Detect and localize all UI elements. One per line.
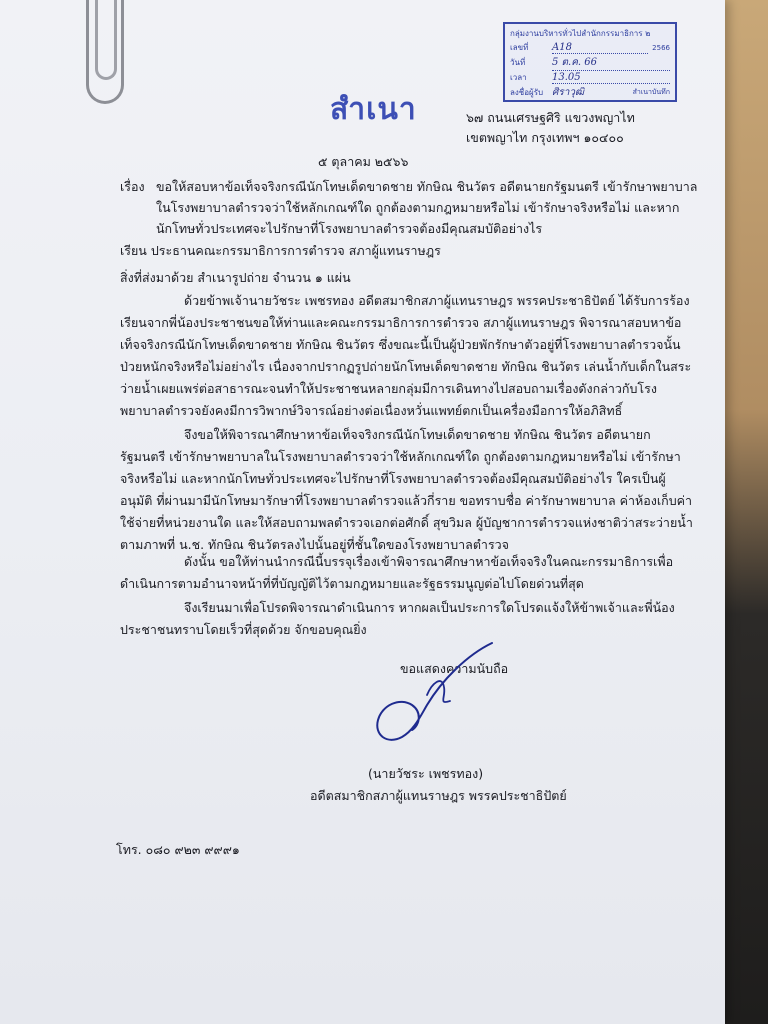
stamp-label: เวลา <box>510 73 527 82</box>
stamp-label: เลขที่ <box>510 43 529 52</box>
closing-phrase: ขอแสดงความนับถือ <box>400 661 509 676</box>
stamp-extra: สำเนาบันทึก <box>632 88 670 96</box>
receipt-stamp <box>503 22 677 102</box>
subject-text: ขอให้สอบหาข้อเท็จจริงกรณีนักโทษเด็ดขาดชาย ทักษิณ ชินวัตร อดีตนายกรัฐมนตรี เข้ารักษาพยาบาลในโรงพยาบาลตำรวจว่าใช้หลักเกณฑ์ใด ถูกต้องตามกฎหมายหรือไม่ เข้ารักษาจริงหรือไม่ และหากนักโทษทั่วประเทศจะไปรักษาที่โรงพยาบาลตำรวจต้องมีคุณสมบัติอย่างไร <box>156 179 698 236</box>
copy-stamp: สำเนา <box>330 92 417 127</box>
letter-date: ๕ ตุลาคม ๒๕๖๖ <box>318 154 409 169</box>
stamp-row <box>510 70 670 85</box>
body-paragraph: จึงขอให้พิจารณาศึกษาหาข้อเท็จจริงกรณีนักโทษเด็ดขาดชาย ทักษิณ ชินวัตร อดีตนายกรัฐมนตรี เข้ารักษาพยาบาลในโรงพยาบาลตำรวจว่าใช้หลักเกณฑ์ใด ถูกต้องตามกฎหมายหรือไม่ เข้ารักษาจริงหรือไม่ และหากนักโทษทั่วประเทศจะไปรักษาที่โรงพยาบาลตำรวจต้องมีคุณสมบัติอย่างไร ใครเป็นผู้อนุมัติ ที่ผ่านมามีนักโทษมารักษาที่โรงพยาบาลตำรวจแล้วกี่ราย ขอทราบชื่อ ค่ารักษาพยาบาล ค่าห้องเก็บค่าใช้จ่ายที่หน่วยงานใด และให้สอบถามพลตำรวจเอกต่อศักดิ์ สุขวิมล ผู้บัญชาการตำรวจแห่งชาติว่าสระว่ายน้ำตามภาพที่ น.ช. ทักษิณ ชินวัตรลงไปนั้นอยู่ที่ชั้นใดของโรงพยาบาลตำรวจ <box>120 427 693 552</box>
signature-image <box>372 635 502 745</box>
body-paragraph: จึงเรียนมาเพื่อโปรดพิจารณาดำเนินการ หากผลเป็นประการใดโปรดแจ้งให้ข้าพเจ้าและพี่น้องประชาชนทราบโดยเร็วที่สุดด้วย จักขอบคุณยิ่ง <box>120 600 675 637</box>
recipient-line: เรียน ประธานคณะกรรมาธิการการตำรวจ สภาผู้แทนราษฎร <box>120 243 441 258</box>
phone-number: โทร. ๐๘๐ ๙๒๓ ๙๙๙๑ <box>116 842 240 857</box>
paper-clip-inner-icon <box>95 0 117 80</box>
subject-block <box>120 176 700 239</box>
stamp-label: วันที่ <box>510 58 526 67</box>
address-line: ๖๗ ถนนเศรษฐศิริ แขวงพญาไท <box>466 110 635 125</box>
stamp-value: ศิราวุฒิ <box>552 85 629 101</box>
stamp-value: 5 ต.ค. 66 <box>552 55 670 71</box>
stamp-extra: 2566 <box>652 43 670 52</box>
sender-address <box>466 108 635 148</box>
address-line: เขตพญาไท กรุงเทพฯ ๑๐๔๐๐ <box>466 130 624 145</box>
stamp-row <box>510 85 670 100</box>
stamp-value: A18 <box>552 42 648 54</box>
stamp-label: ลงชื่อผู้รับ <box>510 88 544 97</box>
body-paragraph: ดังนั้น ขอให้ท่านนำกรณีนี้บรรจุเรื่องเข้าพิจารณาศึกษาหาข้อเท็จจริงในคณะกรรมาธิการเพื่อดำเนินการตามอำนาจหน้าที่ที่บัญญัติไว้ตามกฎหมายและรัฐธรรมนูญต่อไปโดยด่วนที่สุด <box>120 554 674 591</box>
enclosure-line: สิ่งที่ส่งมาด้วย สำเนารูปถ่าย จำนวน ๑ แผ่น <box>120 270 351 285</box>
stamp-row <box>510 40 670 55</box>
signer-name: (นายวัชระ เพชรทอง) <box>368 766 484 781</box>
body-paragraph: ด้วยข้าพเจ้านายวัชระ เพชรทอง อดีตสมาชิกสภาผู้แทนราษฎร พรรคประชาธิปัตย์ ได้รับการร้องเรียนจากพี่น้องประชาชนขอให้ท่านและคณะกรรมาธิการการตำรวจ สภาผู้แทนราษฎร พิจารณาสอบหาข้อเท็จจริงกรณีนักโทษเด็ดขาดชาย ทักษิณ ชินวัตร ซึ่งขณะนี้เป็นผู้ป่วยพักรักษาตัวอยู่ที่โรงพยาบาลตำรวจนั้นป่วยหนักจริงหรือไม่อย่างไร เนื่องจากปรากฏรูปถ่ายนักโทษเด็ดขาดชาย ทักษิณ ชินวัตร เล่นน้ำกับเด็กในสระว่ายน้ำเผยแพร่ต่อสาธารณะจนทำให้ประชาชนหลายกลุ่มมีการเดินทางไปสอบถามเรื่องดังกล่าวกับโรงพยาบาลตำรวจยังคงมีการวิพากษ์วิจารณ์อย่างต่อเนื่องหวั่นแพทย์ตกเป็นเครื่องมือการให้อภิสิทธิ์ <box>120 293 692 418</box>
stamp-row <box>510 55 670 70</box>
stamp-value: 13.05 <box>552 72 670 84</box>
subject-label: เรื่อง <box>120 179 145 194</box>
stamp-title: กลุ่มงานบริหารทั่วไปสำนักกรรมาธิการ ๒ <box>510 29 651 38</box>
signer-title: อดีตสมาชิกสภาผู้แทนราษฎร พรรคประชาธิปัตย์ <box>310 788 567 803</box>
